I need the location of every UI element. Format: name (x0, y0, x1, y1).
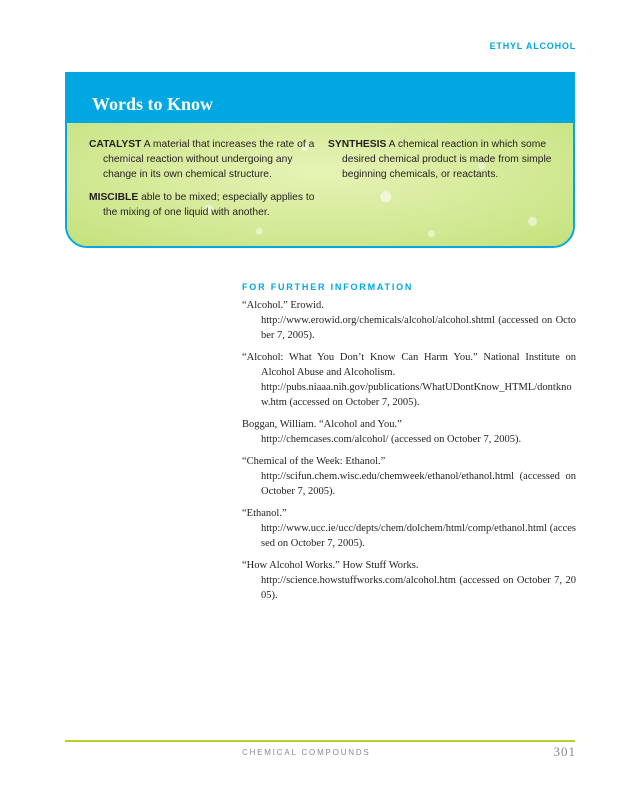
reference-entry (242, 558, 576, 603)
further-information-section (242, 282, 576, 610)
reference-link[interactable]: http://www.erowid.org/chemicals/alcohol/alcohol.shtml (accessed on October 7, 2005). (261, 315, 576, 341)
reference-title: “Chemical of the Week: Ethanol.” (242, 456, 386, 467)
glossary-definition: able to be mixed; especially applies to the mixing of one liquid with another. (103, 192, 315, 218)
reference-title: “Alcohol: What You Don’t Know Can Harm You.” National Institute on Alcohol Abuse and Alcoholism. (242, 352, 576, 378)
reference-link[interactable]: http://scifun.chem.wisc.edu/chemweek/ethanol/ethanol.html (accessed on October 7, 2005). (261, 471, 576, 497)
reference-entry (242, 298, 576, 343)
reference-link[interactable]: http://pubs.niaaa.nih.gov/publications/WhatUDontKnow_HTML/dontknow.htm (accessed on October 7, 2005). (261, 382, 572, 408)
glossary-term: SYNTHESIS (328, 139, 387, 150)
reference-title: “Alcohol.” Erowid. (242, 300, 324, 311)
words-to-know-box (65, 72, 575, 248)
words-to-know-body (67, 123, 573, 246)
glossary-column-right (328, 137, 558, 190)
reference-entry (242, 417, 576, 447)
glossary-entry-synthesis (328, 137, 558, 182)
glossary-entry-catalyst (89, 137, 319, 182)
reference-link[interactable]: http://chemcases.com/alcohol/ (accessed on October 7, 2005). (261, 434, 522, 445)
reference-entry (242, 506, 576, 551)
further-information-heading: FOR FURTHER INFORMATION (242, 282, 414, 292)
reference-title: “How Alcohol Works.” How Stuff Works. (242, 560, 419, 571)
reference-link[interactable]: http://science.howstuffworks.com/alcohol.htm (accessed on October 7, 2005). (261, 575, 576, 601)
reference-link[interactable]: http://www.ucc.ie/ucc/depts/chem/dolchem/html/comp/ethanol.html (accessed on October 7, 2005). (261, 523, 576, 549)
footer-label: CHEMICAL COMPOUNDS (242, 748, 371, 757)
reference-title: Boggan, William. “Alcohol and You.” (242, 419, 402, 430)
glossary-term: MISCIBLE (89, 192, 139, 203)
reference-entry (242, 350, 576, 410)
reference-title: “Ethanol.” (242, 508, 287, 519)
page-number: 301 (553, 744, 576, 759)
glossary-column-left (89, 137, 319, 228)
footer-rule (65, 740, 575, 742)
reference-entry (242, 454, 576, 499)
words-to-know-header (67, 74, 573, 123)
words-to-know-title: Words to Know (92, 94, 214, 114)
running-head: ETHYL ALCOHOL (489, 41, 576, 51)
glossary-definition: A material that increases the rate of a chemical reaction without undergoing any change in its own chemical structure. (103, 139, 315, 180)
glossary-term: CATALYST (89, 139, 142, 150)
glossary-entry-miscible (89, 190, 319, 220)
glossary-definition: A chemical reaction in which some desired chemical product is made from simple beginning chemicals, or reactants. (342, 139, 552, 180)
